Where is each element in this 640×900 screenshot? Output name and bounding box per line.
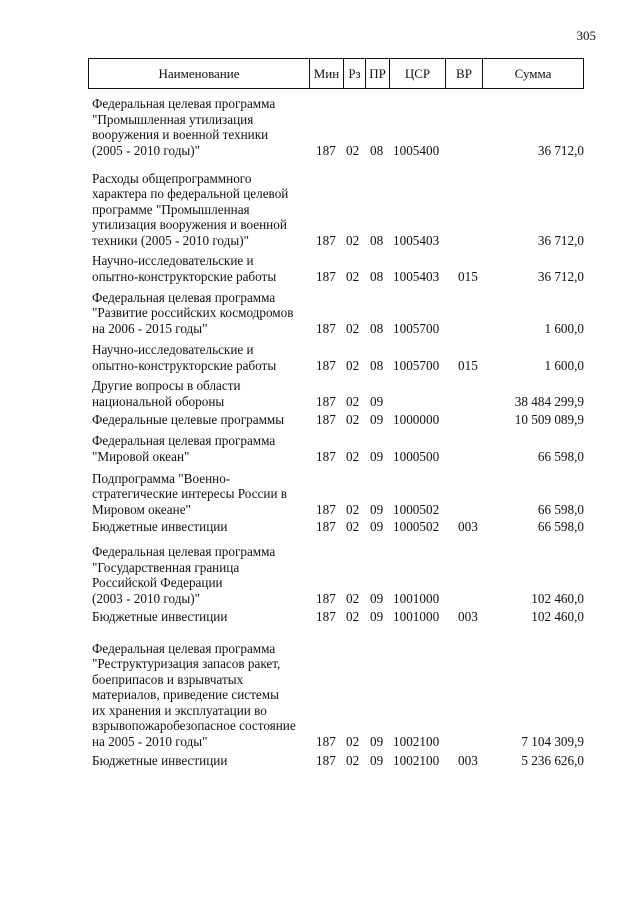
row-pr: 09 — [370, 608, 384, 624]
row-name — [92, 544, 307, 606]
row-min: 187 — [316, 448, 336, 464]
row-name-line: опытно-конструкторские работы — [92, 357, 277, 373]
row-name-line: Бюджетные инвестиции — [92, 608, 228, 624]
table-row — [0, 253, 640, 284]
row-name-line: Расходы общепрограммного — [92, 170, 252, 186]
row-name — [92, 641, 307, 750]
row-rz: 02 — [346, 608, 360, 624]
row-vr: 003 — [458, 518, 478, 534]
row-sum: 36 712,0 — [537, 268, 584, 284]
row-name-line: Федеральная целевая программа — [92, 640, 276, 656]
row-name-line: (2005 - 2010 годы)" — [92, 142, 201, 158]
row-rz: 02 — [346, 733, 360, 749]
row-rz: 02 — [346, 268, 360, 284]
row-name-line: Федеральная целевая программа — [92, 433, 276, 448]
row-pr: 08 — [370, 142, 384, 158]
row-rz: 02 — [346, 320, 360, 336]
row-rz: 02 — [346, 518, 360, 534]
row-name — [92, 171, 307, 249]
row-name-line: вооружения и военной техники — [92, 127, 269, 142]
row-name-line: Бюджетные инвестиции — [92, 752, 228, 768]
row-name-line: Федеральная целевая программа — [92, 544, 276, 559]
row-rz: 02 — [346, 142, 360, 158]
row-min: 187 — [316, 752, 336, 768]
row-min: 187 — [316, 590, 336, 606]
row-pr: 09 — [370, 393, 384, 409]
row-csr: 1000502 — [393, 518, 440, 534]
row-name-line: национальной обороны — [92, 393, 225, 409]
row-pr: 08 — [370, 232, 384, 248]
row-sum: 66 598,0 — [537, 501, 584, 517]
row-csr: 1001000 — [393, 608, 440, 624]
header-pr: ПР — [366, 59, 390, 88]
row-name-line: Научно-исследовательские и — [92, 253, 254, 268]
row-name — [92, 253, 307, 284]
row-min: 187 — [316, 142, 336, 158]
table-row — [0, 290, 640, 337]
row-sum: 102 460,0 — [531, 608, 584, 624]
header-csr: ЦСР — [390, 59, 446, 88]
row-min: 187 — [316, 232, 336, 248]
table-row — [0, 171, 640, 249]
row-name-line: Федеральная целевая программа — [92, 289, 276, 305]
row-csr: 1005400 — [393, 142, 440, 158]
row-rz: 02 — [346, 448, 360, 464]
table-row — [0, 609, 640, 625]
row-name-line: боеприпасов и взрывчатых — [92, 671, 244, 687]
row-name-line: на 2006 - 2015 годы" — [92, 320, 208, 336]
row-rz: 02 — [346, 232, 360, 248]
row-sum: 10 509 089,9 — [514, 411, 584, 427]
row-name-line: "Промышленная утилизация — [92, 111, 254, 127]
row-sum: 66 598,0 — [537, 518, 584, 534]
row-name-line: Федеральная целевая программа — [92, 96, 276, 111]
header-sum: Сумма — [514, 66, 552, 81]
row-name-line: Бюджетные инвестиции — [92, 518, 228, 534]
row-name — [92, 290, 307, 337]
header-vr: ВР — [446, 59, 483, 88]
row-vr: 003 — [458, 608, 478, 624]
row-name — [92, 412, 307, 428]
row-name-line: характера по федеральной целевой — [92, 186, 289, 201]
row-name-line: (2003 - 2010 годы)" — [92, 590, 201, 606]
row-name-line: техники (2005 - 2010 годы)" — [92, 232, 249, 248]
row-name — [92, 519, 307, 535]
row-rz: 02 — [346, 752, 360, 768]
row-csr: 1002100 — [393, 752, 440, 768]
row-min: 187 — [316, 411, 336, 427]
row-name — [92, 433, 307, 464]
table-row — [0, 519, 640, 535]
table-row — [0, 412, 640, 428]
row-name — [92, 342, 307, 373]
row-name-line: Федеральные целевые программы — [92, 411, 285, 427]
row-name — [92, 471, 307, 518]
row-name-line: Научно-исследовательские и — [92, 342, 254, 357]
row-csr: 1001000 — [393, 590, 440, 606]
row-pr: 08 — [370, 268, 384, 284]
row-sum: 5 236 626,0 — [521, 752, 584, 768]
row-name — [92, 378, 307, 409]
row-name-line: "Реструктуризация запасов ракет, — [92, 656, 281, 671]
table-row — [0, 471, 640, 518]
row-pr: 08 — [370, 357, 384, 373]
row-name-line: "Государственная граница — [92, 559, 240, 575]
page-number: 305 — [576, 28, 596, 43]
row-csr: 1005700 — [393, 357, 440, 373]
row-pr: 09 — [370, 518, 384, 534]
row-name-line: взрывопожаробезопасное состояние — [92, 718, 296, 733]
row-min: 187 — [316, 357, 336, 373]
row-name-line: "Развитие российских космодромов — [92, 305, 294, 320]
row-csr: 1005403 — [393, 268, 440, 284]
table-header — [88, 58, 584, 89]
row-name-line: материалов, приведение системы — [92, 687, 279, 702]
row-name — [92, 609, 307, 625]
row-sum: 38 484 299,9 — [514, 393, 584, 409]
row-sum: 36 712,0 — [537, 142, 584, 158]
row-name-line: программе "Промышленная — [92, 201, 250, 217]
row-min: 187 — [316, 393, 336, 409]
row-pr: 09 — [370, 448, 384, 464]
row-csr: 1005403 — [393, 232, 440, 248]
row-vr: 015 — [458, 357, 478, 373]
table-row — [0, 378, 640, 409]
row-name-line: Мировом океане" — [92, 501, 191, 517]
row-name-line: утилизация вооружения и военной — [92, 217, 287, 232]
row-name-line: стратегические интересы России в — [92, 486, 288, 501]
table-row — [0, 641, 640, 750]
header-min: Мин — [310, 59, 344, 88]
row-csr: 1000502 — [393, 501, 440, 517]
row-sum: 36 712,0 — [537, 232, 584, 248]
row-pr: 09 — [370, 590, 384, 606]
table-row — [0, 342, 640, 373]
row-min: 187 — [316, 733, 336, 749]
table-row — [0, 96, 640, 158]
row-csr: 1000500 — [393, 448, 440, 464]
row-rz: 02 — [346, 501, 360, 517]
row-sum: 102 460,0 — [531, 590, 584, 606]
row-name-line: их хранения и эксплуатации во — [92, 702, 267, 718]
header-rz: Рз — [344, 59, 366, 88]
row-pr: 09 — [370, 411, 384, 427]
row-vr: 003 — [458, 752, 478, 768]
row-min: 187 — [316, 608, 336, 624]
row-min: 187 — [316, 268, 336, 284]
row-csr: 1000000 — [393, 411, 440, 427]
row-sum: 7 104 309,9 — [521, 733, 584, 749]
row-rz: 02 — [346, 357, 360, 373]
row-name-line: на 2005 - 2010 годы" — [92, 733, 208, 749]
row-vr: 015 — [458, 268, 478, 284]
row-min: 187 — [316, 501, 336, 517]
row-min: 187 — [316, 320, 336, 336]
row-name — [92, 96, 307, 158]
header-name: Наименование — [89, 59, 310, 88]
row-pr: 09 — [370, 733, 384, 749]
row-sum: 1 600,0 — [544, 357, 584, 373]
row-min: 187 — [316, 518, 336, 534]
row-rz: 02 — [346, 590, 360, 606]
row-sum: 66 598,0 — [537, 448, 584, 464]
table-row — [0, 544, 640, 606]
row-rz: 02 — [346, 393, 360, 409]
table-row — [0, 753, 640, 769]
row-name-line: "Мировой океан" — [92, 448, 190, 464]
row-name-line: опытно-конструкторские работы — [92, 268, 277, 284]
row-csr: 1005700 — [393, 320, 440, 336]
row-name-line: Российской Федерации — [92, 575, 223, 590]
row-rz: 02 — [346, 411, 360, 427]
row-pr: 09 — [370, 501, 384, 517]
row-name-line: Подпрограмма "Военно- — [92, 470, 231, 486]
table-row — [0, 433, 640, 464]
row-csr: 1002100 — [393, 733, 440, 749]
row-pr: 08 — [370, 320, 384, 336]
row-sum: 1 600,0 — [544, 320, 584, 336]
row-name — [92, 753, 307, 769]
row-name-line: Другие вопросы в области — [92, 378, 241, 393]
row-pr: 09 — [370, 752, 384, 768]
